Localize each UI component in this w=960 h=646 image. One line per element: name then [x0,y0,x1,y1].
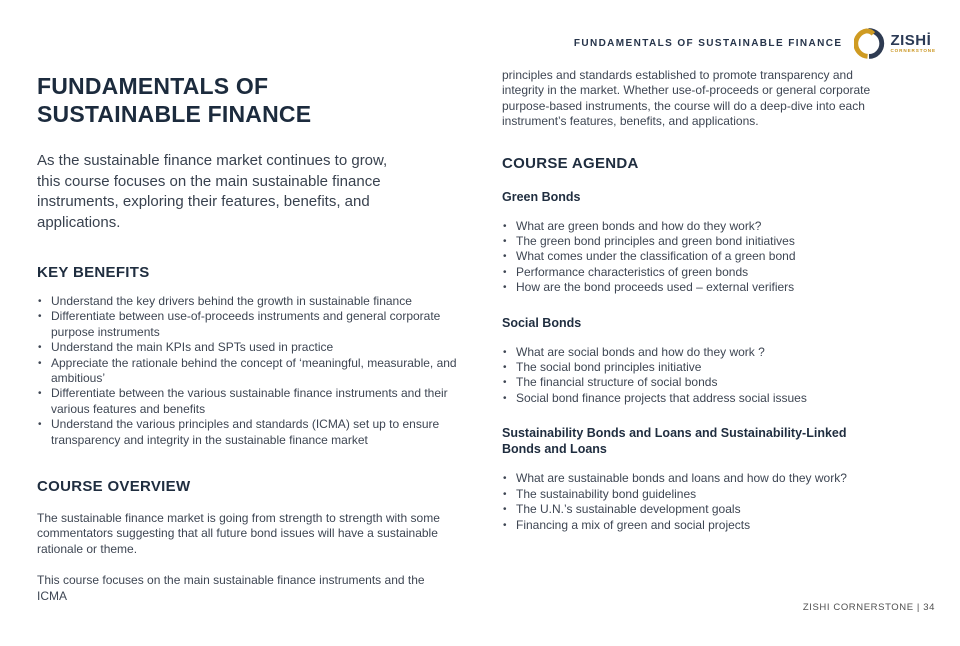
agenda-section-sustainability-bonds [502,425,926,533]
bullet-item: • How are the bond proceeds used – external verifiers [502,280,926,295]
brand-name: ZISHİ [890,32,932,50]
bullet-item: • Differentiate between use-of-proceeds instruments and general corporate purpose instruments [37,309,461,340]
bullet-item: • What are green bonds and how do they work? [502,219,926,234]
bullet-item: • What are sustainable bonds and loans and how do they work? [502,471,926,486]
agenda-section-title: Sustainability Bonds and Loans and Sustainability-Linked Bonds and Loans [502,426,847,457]
bullet-item: • Financing a mix of green and social projects [502,518,926,533]
intro-paragraph: As the sustainable finance market continues to grow, this course focuses on the main sustainable finance instruments, exploring their features, benefits, and applications. [37,152,388,231]
agenda-section-title: Green Bonds [502,189,581,204]
agenda-list-sustainability-bonds [502,471,926,533]
brand-text [890,33,936,54]
left-column [37,72,461,604]
bullet-item: • The sustainability bond guidelines [502,487,926,502]
page-title-line1: FUNDAMENTALS OF [37,73,269,99]
page-title-line2: SUSTAINABLE FINANCE [37,101,312,127]
page-footer-pagination: ZISHI CORNERSTONE | 34 [802,602,935,613]
page-header [574,28,936,59]
bullet-item: • What comes under the classification of a green bond [502,249,926,264]
overview-continuation-paragraph: principles and standards established to promote transparency and integrity in the market. Whether use-of-proceeds or general corporate purpose-based instruments, the course will do a deep-dive into each instrument’s features, benefits, and applications. [502,68,871,129]
brand-subtitle: CORNERSTONE [890,48,936,54]
bullet-item: • Performance characteristics of green bonds [502,265,926,280]
bullet-item: • What are social bonds and how do they work ? [502,345,926,360]
bullet-item: • The social bond principles initiative [502,360,926,375]
bullet-item: • Social bond finance projects that address social issues [502,391,926,406]
course-agenda-heading: COURSE AGENDA [502,154,639,172]
brand-lockup [854,28,936,59]
zishi-logo-icon [854,28,885,59]
bullet-item: • Differentiate between the various sustainable finance instruments and their various features and benefits [37,386,461,417]
bullet-item: • Appreciate the rationale behind the concept of ‘meaningful, measurable, and ambitious’ [37,356,461,387]
course-overview-heading: COURSE OVERVIEW [37,478,191,496]
header-running-title: FUNDAMENTALS OF SUSTAINABLE FINANCE [573,38,843,49]
key-benefits-heading: KEY BENEFITS [37,264,150,281]
key-benefits-list [37,294,461,448]
agenda-section-social-bonds [502,315,926,407]
bullet-item: • Understand the key drivers behind the growth in sustainable finance [37,294,461,309]
bullet-item: • Understand the various principles and standards (ICMA) set up to ensure transparency and integrity in the sustainable finance market [37,417,461,448]
agenda-list-social-bonds [502,345,926,407]
bullet-item: • The green bond principles and green bond initiatives [502,234,926,249]
page-title [37,72,461,128]
course-overview-paragraph-1: The sustainable finance market is going from strength to strength with some commentators suggesting that all future bond issues will have a sustainable rationale or theme. [37,511,440,556]
bullet-item: • Understand the main KPIs and SPTs used in practice [37,340,461,355]
right-column [502,68,926,533]
bullet-item: • The financial structure of social bonds [502,375,926,390]
bullet-item: • The U.N.’s sustainable development goals [502,502,926,517]
course-overview-paragraph-2: This course focuses on the main sustainable finance instruments and the ICMA [37,573,425,603]
agenda-list-green-bonds [502,219,926,296]
agenda-section-green-bonds [502,189,926,296]
agenda-section-title: Social Bonds [502,315,582,330]
